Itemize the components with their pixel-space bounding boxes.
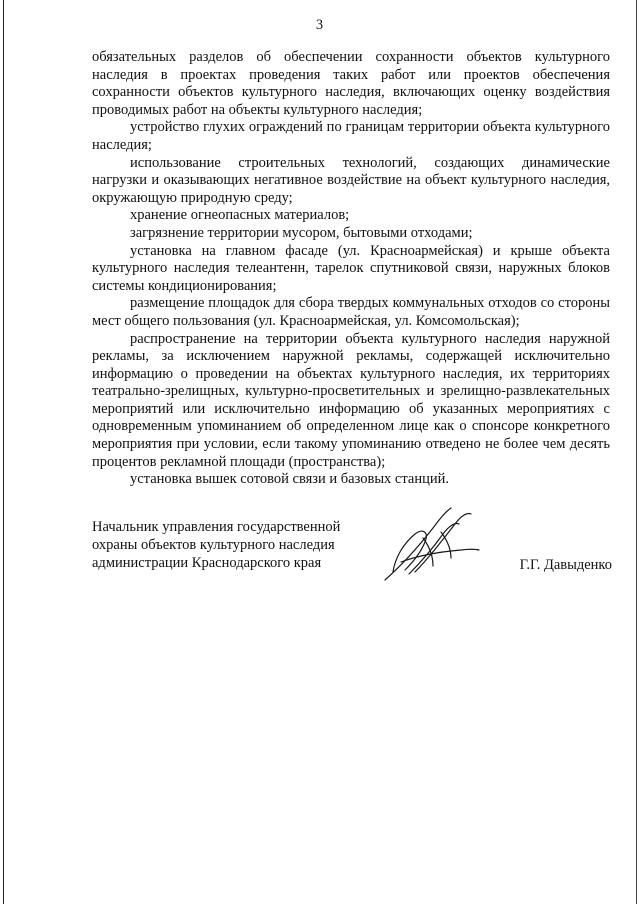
- signature-block: [92, 518, 612, 588]
- signer-title: [92, 518, 392, 572]
- signer-title-line: охраны объектов культурного наследия: [92, 537, 335, 553]
- signer-title-line: Начальник управления государственной: [92, 519, 341, 535]
- body-text: [92, 49, 610, 489]
- handwritten-signature: [375, 502, 485, 588]
- paragraph: установка на главном фасаде (ул. Красноармейская) и крыше объекта культурного наследия телеантенн, тарелок спутниковой связи, наружных блоков системы кондиционирования;: [92, 242, 610, 294]
- signer-name: Г.Г. Давыденко: [519, 557, 612, 573]
- signer-title-line: администрации Краснодарского края: [92, 555, 322, 571]
- paragraph: установка вышек сотовой связи и базовых станций.: [130, 471, 449, 488]
- scan-edge-right: [636, 0, 637, 904]
- paragraph: загрязнение территории мусором, бытовыми отходами;: [130, 224, 473, 241]
- paragraph: устройство глухих ограждений по границам территории объекта культурного наследия;: [92, 119, 610, 153]
- paragraph: хранение огнеопасных материалов;: [130, 207, 350, 224]
- paragraph: распространение на территории объекта культурного наследия наружной рекламы, за исключением наружной рекламы, содержащей исключительно информацию о проведении на объектах культурного наследия, их территориях театрально-зрелищных, культурно-просветительных и зрелищно-развлекательных мероприятий или исключительно информацию об указанных мероприятиях с одновременным упоминанием об определенном лице как о спонсоре конкретного мероприятия при условии, если такому упоминанию отведено не более чем десять процентов рекламной площади (пространства);: [92, 330, 610, 470]
- paragraph: использование строительных технологий, создающих динамические нагрузки и оказывающих негативное воздействие на объект культурного наследия, окружающую природную среду;: [92, 154, 610, 206]
- paragraph: обязательных разделов об обеспечении сохранности объектов культурного наследия в проектах проведения таких работ или проектов обеспечения сохранности объектов культурного наследия, включающих оценку воздействия проводимых работ на объекты культурного наследия;: [92, 49, 610, 118]
- scan-edge-left: [3, 0, 4, 904]
- page-number: 3: [315, 17, 324, 33]
- paragraph: размещение площадок для сбора твердых коммунальных отходов со стороны мест общего пользования (ул. Красноармейская, ул. Комсомольская);: [92, 295, 610, 329]
